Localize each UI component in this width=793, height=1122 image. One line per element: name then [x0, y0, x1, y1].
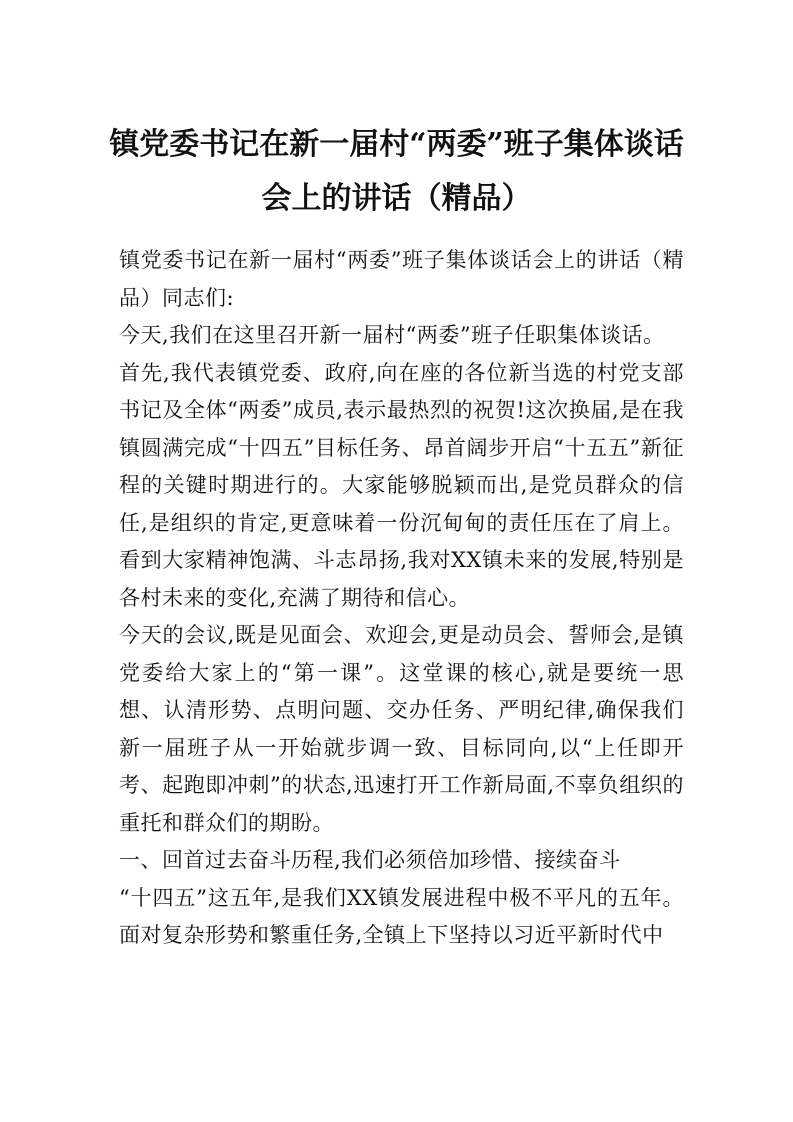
document-title: 镇党委书记在新一届村“两委”班子集体谈话会上的讲话（精品）	[109, 127, 684, 216]
section-heading-1: 一、回首过去奋斗历程,我们必须倍加珍惜、接续奋斗	[119, 848, 621, 872]
paragraph-congratulations: 首先,我代表镇党委、政府,向在座的各位新当选的村党支部书记及全体“两委”成员,表示最热烈的祝贺!这次换届,是在我镇圆满完成“十四五”目标任务、昂首阔步开启“十五五”新征程的关键时期进行的。大家能够脱颖而出,是党员群众的信任,是组织的肯定,更意味着一份沉甸甸的责任压在了肩上。看到大家精神饱满、斗志昂扬,我对XX镇未来的发展,特别是各村未来的变化,充满了期待和信心。	[119, 360, 684, 610]
paragraph-review: “十四五”这五年,是我们XX镇发展进程中极不平凡的五年。面对复杂形势和繁重任务,全镇上下坚持以习近平新时代中	[119, 885, 684, 947]
paragraph-intro: 镇党委书记在新一届村“两委”班子集体谈话会上的讲话（精品）同志们:	[119, 248, 684, 310]
document-body	[119, 242, 684, 955]
paragraph-meeting-purpose: 今天的会议,既是见面会、欢迎会,更是动员会、誓师会,是镇党委给大家上的“第一课”。这堂课的核心,就是要统一思想、认清形势、点明问题、交办任务、严明纪律,确保我们新一届班子从一开始就步调一致、目标同向,以“上任即开考、起跑即冲刺”的状态,迅速打开工作新局面,不辜负组织的重托和群众们的期盼。	[119, 623, 684, 835]
paragraph-opening: 今天,我们在这里召开新一届村“两委”班子任职集体谈话。	[119, 323, 665, 347]
